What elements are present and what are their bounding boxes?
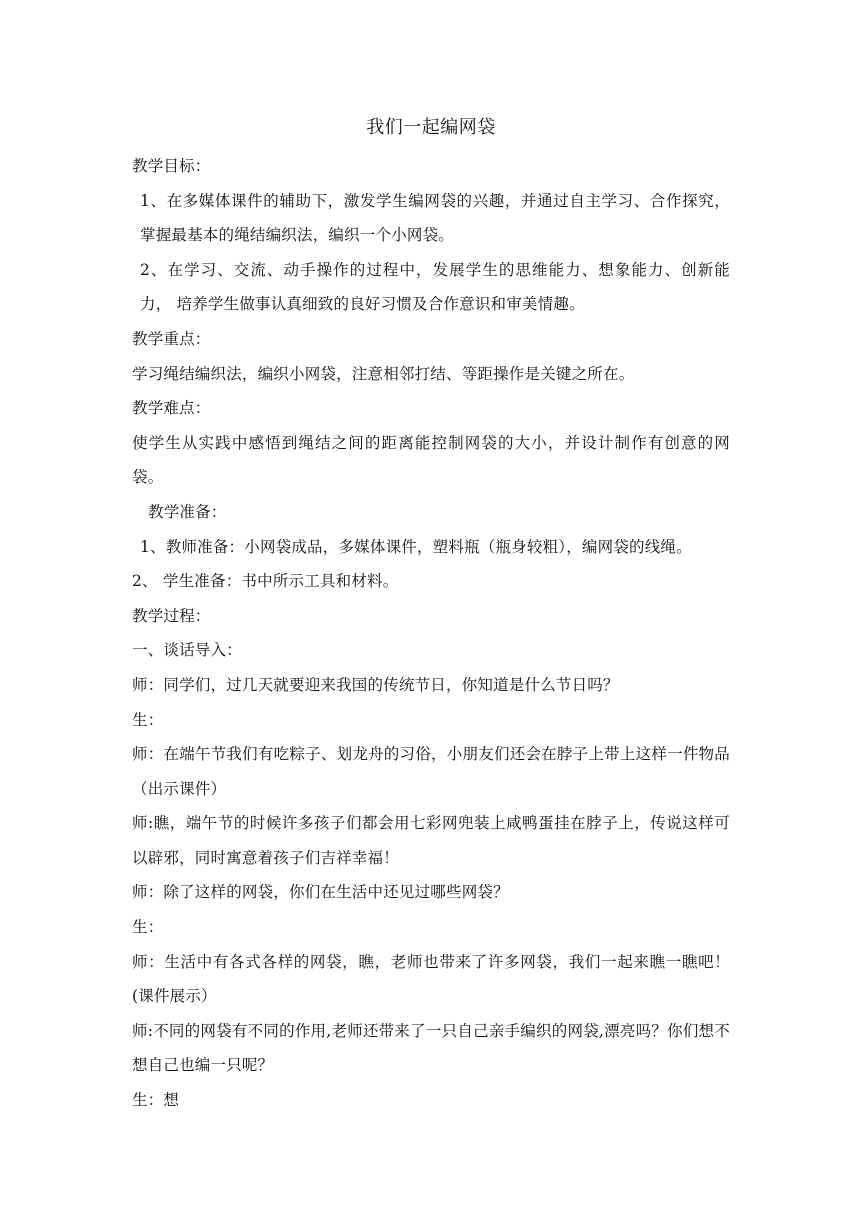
dialogue-line: 师：除了这样的网袋，你们在生活中还见过哪些网袋？ bbox=[132, 883, 509, 902]
section-heading-process: 教学过程： bbox=[132, 606, 211, 625]
key-points-text: 学习绳结编织法，编织小网袋，注意相邻打结、等距操作是关键之所在。 bbox=[132, 364, 635, 383]
process-step-1-heading: 一、谈话导入： bbox=[132, 641, 242, 660]
preparation-student: 2、 学生准备：书中所示工具和材料。 bbox=[132, 572, 399, 591]
objective-item-1: 1、在多媒体课件的辅助下，激发学生编网袋的兴趣，并通过自主学习、合作探究， 掌握最基本的绳结编织法，编织一个小网袋。 bbox=[140, 191, 730, 245]
section-heading-preparation: 教学准备： bbox=[148, 502, 227, 521]
document-body bbox=[132, 113, 730, 1118]
dialogue-line: 师：在端午节我们有吃粽子、划龙舟的习俗，小朋友们还会在脖子上带上这样一件物品（出示课件） bbox=[132, 745, 730, 798]
dialogue-line: 生： bbox=[132, 710, 164, 729]
objective-item-2: 2、在学习、交流、动手操作的过程中，发展学生的思维能力、想象能力、创新能力， 培养学生做事认真细致的良好习惯及合作意识和审美情趣。 bbox=[140, 260, 730, 314]
dialogue-line: 生： bbox=[132, 918, 164, 937]
preparation-teacher: 1、教师准备：小网袋成品，多媒体课件，塑料瓶（瓶身较粗），编网袋的线绳。 bbox=[140, 537, 692, 556]
section-heading-key-points: 教学重点： bbox=[132, 329, 211, 348]
document-title: 我们一起编网袋 bbox=[366, 117, 496, 138]
dialogue-line: 生：想 bbox=[132, 1091, 180, 1110]
dialogue-line: 师:瞧，端午节的时候许多孩子们都会用七彩网兜装上咸鸭蛋挂在脖子上，传说这样可以辟邪，同时寓意着孩子们吉祥幸福！ bbox=[132, 814, 730, 867]
dialogue-line: 师：生活中有各式各样的网袋，瞧，老师也带来了许多网袋，我们一起来瞧一瞧吧！(课件展示） bbox=[132, 952, 730, 1006]
dialogue-line: 师:不同的网袋有不同的作用,老师还带来了一只自己亲手编织的网袋,漂亮吗？你们想不想自己也编一只呢？ bbox=[132, 1021, 730, 1075]
section-heading-objectives: 教学目标： bbox=[132, 157, 211, 175]
dialogue-line: 师：同学们，过几天就要迎来我国的传统节日，你知道是什么节日吗？ bbox=[132, 675, 619, 694]
section-heading-difficulties: 教学难点： bbox=[132, 399, 211, 418]
difficulties-text: 使学生从实践中感悟到绳结之间的距离能控制网袋的大小，并设计制作有创意的网 袋。 bbox=[132, 433, 730, 487]
